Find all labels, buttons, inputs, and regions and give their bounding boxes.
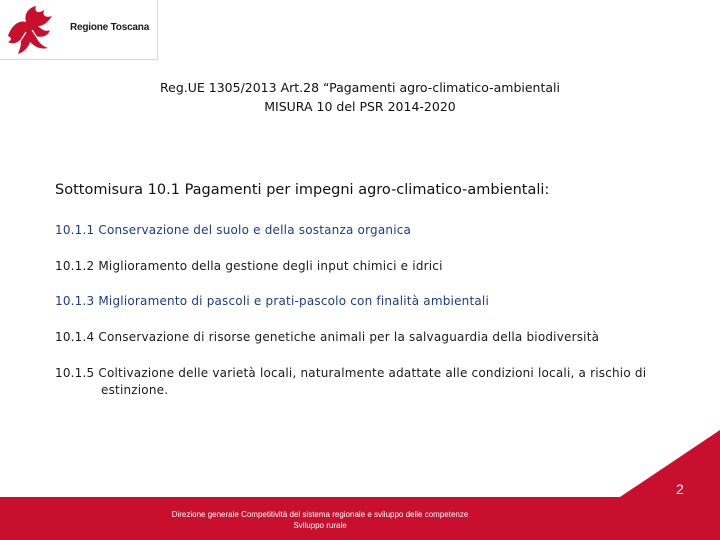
heading-line1: Reg.UE 1305/2013 Art.28 “Pagamenti agro-climatico-ambientali (160, 80, 560, 95)
footer-sector: Sviluppo rurale (293, 521, 347, 530)
logo-text: Regione Toscana (70, 22, 150, 33)
measure-text: 10.1.1 Conservazione del suolo e della sostanza organica (55, 223, 412, 237)
measure-10-1-3 (55, 293, 680, 310)
measure-text: 10.1.3 Miglioramento di pascoli e prati-pascolo con finalità ambientali (55, 294, 489, 308)
measure-text-continuation: estinzione. (101, 383, 169, 397)
measure-10-1-5 (55, 365, 680, 399)
heading-line2: MISURA 10 del PSR 2014-2020 (264, 99, 456, 114)
header-logo (0, 0, 158, 60)
page-number: 2 (676, 481, 684, 497)
measure-text: 10.1.5 Coltivazione delle varietà locali, naturalmente adattate alle condizioni locali, a rischio di (55, 366, 647, 380)
measure-text: 10.1.4 Conservazione di risorse genetiche animali per la salvaguardia della biodiversità (55, 330, 600, 344)
measure-10-1-1 (55, 222, 680, 239)
measure-text: 10.1.2 Miglioramento della gestione degli input chimici e idrici (55, 259, 443, 273)
sottomisura-title: Sottomisura 10.1 Pagamenti per impegni agro-climatico-ambientali: (55, 182, 550, 198)
pegasus-emblem-icon (2, 2, 58, 58)
page-heading (0, 78, 720, 116)
footer-corner-decoration (620, 430, 720, 497)
measure-10-1-4 (55, 329, 680, 346)
footer-department: Direzione generale Competitività del sistema regionale e sviluppo delle competenze (171, 510, 469, 519)
measure-10-1-2 (55, 258, 680, 275)
